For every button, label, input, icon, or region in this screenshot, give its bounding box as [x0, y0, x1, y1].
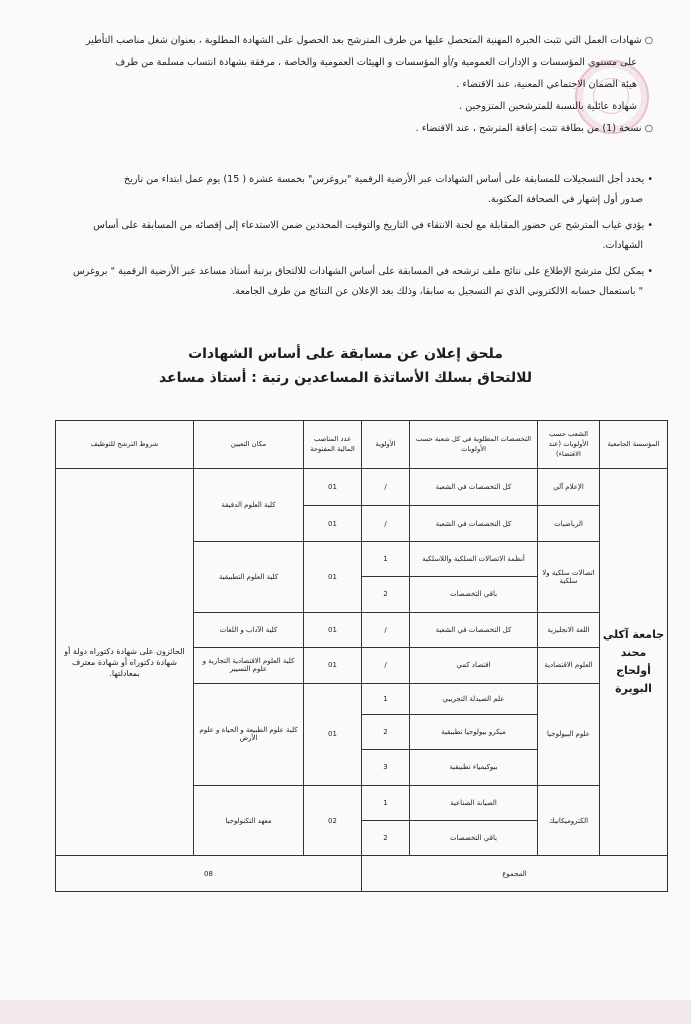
header-place: مكان التعيين — [194, 421, 304, 469]
place-cell: كلية علوم الطبيعة و الحياة و علوم الأرض — [194, 683, 304, 785]
specialty-cell: أنظمة الاتصالات السلكية واللاسلكية — [410, 541, 538, 576]
specialty-cell: اقتصاد كمي — [410, 648, 538, 683]
priority-cell: / — [362, 468, 410, 506]
positions-table — [55, 420, 668, 892]
posts-cell: 01 — [304, 648, 362, 683]
required-documents-list — [53, 30, 653, 140]
note-line: " باستعمال حسابه الالكتروني الذي تم التسجيل به سابقا، وذلك بعد الإعلان عن النتائج من طرف الجامعة. — [232, 286, 643, 297]
branch-cell: العلوم الاقتصادية — [538, 648, 600, 683]
specialty-cell: الصيانة الصناعية — [410, 785, 538, 820]
specialty-cell: بيوكيمياء تطبيقية — [410, 750, 538, 785]
header-institution: المؤسسة الجامعية — [600, 421, 668, 469]
registration-deadline-note — [48, 170, 653, 210]
posts-cell: 01 — [304, 506, 362, 541]
priority-cell: 1 — [362, 785, 410, 820]
bottom-margin — [0, 1000, 691, 1024]
posts-cell: 01 — [304, 468, 362, 506]
specialty-cell: باقي التخصصات — [410, 821, 538, 856]
results-consultation-note — [48, 262, 653, 302]
specialty-cell: علم الصيدلة التجريبي — [410, 683, 538, 714]
place-cell: معهد التكنولوجيا — [194, 785, 304, 856]
header-priority: الأولوية — [362, 421, 410, 469]
specialty-cell: كل التخصصات في الشعبة — [410, 506, 538, 541]
family-certificate-item: شهادة عائلية بالنسبة للمترشحين المتزوجين . — [459, 101, 637, 112]
branch-cell: اللغة الانجليزية — [538, 612, 600, 647]
total-label: المجموع — [362, 856, 668, 892]
note-line: • يمكن لكل مترشح الإطلاع على نتائج ملف ترشحه في المسابقة على أساس الشهادات للالتحاق برتبة أستاذ مساعد عبر الأرضية الرقمية " بروغرس — [48, 262, 653, 282]
posts-cell: 02 — [304, 785, 362, 856]
place-cell: كلية الآداب و اللغات — [194, 612, 304, 647]
branch-cell: الرياضيات — [538, 506, 600, 541]
priority-cell: 1 — [362, 541, 410, 576]
disability-card-item: ○ نسخة (1) من بطاقة تثبت إعاقة المترشح ، عند الاقتضاء . — [53, 118, 653, 140]
table-header-row — [56, 421, 668, 469]
posts-cell: 01 — [304, 683, 362, 785]
work-certificates-item: ○ شهادات العمل التي تثبت الخبرة المهنية المتحصل عليها من طرف المترشح بعد الحصول على الشهادة المطلوبة ، بعنوان شغل مناصب التأطير — [53, 30, 653, 52]
branch-cell: الكتروميكانيك — [538, 785, 600, 856]
branch-cell: علوم البيولوجيا — [538, 683, 600, 785]
branch-cell: الإعلام آلي — [538, 468, 600, 506]
specialty-cell: باقي التخصصات — [410, 577, 538, 612]
priority-cell: 2 — [362, 577, 410, 612]
work-certificates-item-cont2: هيئة الضمان الاجتماعي المعنية، عند الاقتضاء . — [456, 79, 637, 90]
priority-cell: 2 — [362, 714, 410, 749]
annex-title: ملحق إعلان عن مسابقة على أساس الشهادات — [188, 346, 503, 362]
notes-list — [48, 170, 653, 308]
interview-absence-note — [48, 216, 653, 256]
specialty-cell: كل التخصصات في الشعبة — [410, 468, 538, 506]
header-branch: الشعب حسب الأولويات (عند الاقتضاء) — [538, 421, 600, 469]
institution-cell: جامعة آكلي محند أولحاج البويرة — [600, 468, 668, 856]
place-cell: كلية العلوم الدقيقة — [194, 468, 304, 541]
priority-cell: 1 — [362, 683, 410, 714]
posts-cell: 01 — [304, 541, 362, 612]
header-posts: عدد المناصب المالية المفتوحة — [304, 421, 362, 469]
total-row — [56, 856, 668, 892]
posts-cell: 01 — [304, 612, 362, 647]
total-value: 08 — [56, 856, 362, 892]
note-line: صدور أول إشهار في الصحافة المكتوبة. — [487, 194, 643, 205]
header-specialty: التخصصات المطلوبة في كل شعبة حسب الأولويات — [410, 421, 538, 469]
specialty-cell: كل التخصصات في الشعبة — [410, 612, 538, 647]
place-cell: كلية العلوم التطبيقية — [194, 541, 304, 612]
annex-subtitle: للالتحاق بسلك الأساتذة المساعدين رتبة : أستاذ مساعد — [158, 370, 533, 386]
note-line: • يحدد أجل التسجيلات للمسابقة على أساس الشهادات عبر الأرضية الرقمية "بروغرس" بخمسة عشرة ( 15) يوم عمل ابتداء من تاريخ — [48, 170, 653, 190]
priority-cell: / — [362, 612, 410, 647]
note-line: الشهادات. — [602, 240, 643, 251]
conditions-cell: الحائزون على شهادة دكتوراه دولة أو شهادة دكتوراه أو شهادة معترف بمعادلتها. — [56, 468, 194, 856]
note-line: • يؤدي غياب المترشح عن حضور المقابلة مع لجنة الانتقاء في التاريخ والتوقيت المحددين ضمن الاستدعاء إلى إقصائه من المسابقة على أساس — [48, 216, 653, 236]
header-conditions: شروط الترشح للتوظيف — [56, 421, 194, 469]
priority-cell: 3 — [362, 750, 410, 785]
branch-cell: اتصالات سلكية ولا سلكية — [538, 541, 600, 612]
place-cell: كلية العلوم الاقتصادية التجارية و علوم التسيير — [194, 648, 304, 683]
specialty-cell: ميكرو بيولوجيا تطبيقية — [410, 714, 538, 749]
priority-cell: 2 — [362, 821, 410, 856]
priority-cell: / — [362, 506, 410, 541]
work-certificates-item-cont: على مستوى المؤسسات و الإدارات العمومية و/أو المؤسسات و الهيئات العمومية والخاصة ، مرفقة بشهادة انتساب مسلمة من طرف — [115, 57, 637, 68]
table-row — [56, 468, 668, 506]
priority-cell: / — [362, 648, 410, 683]
